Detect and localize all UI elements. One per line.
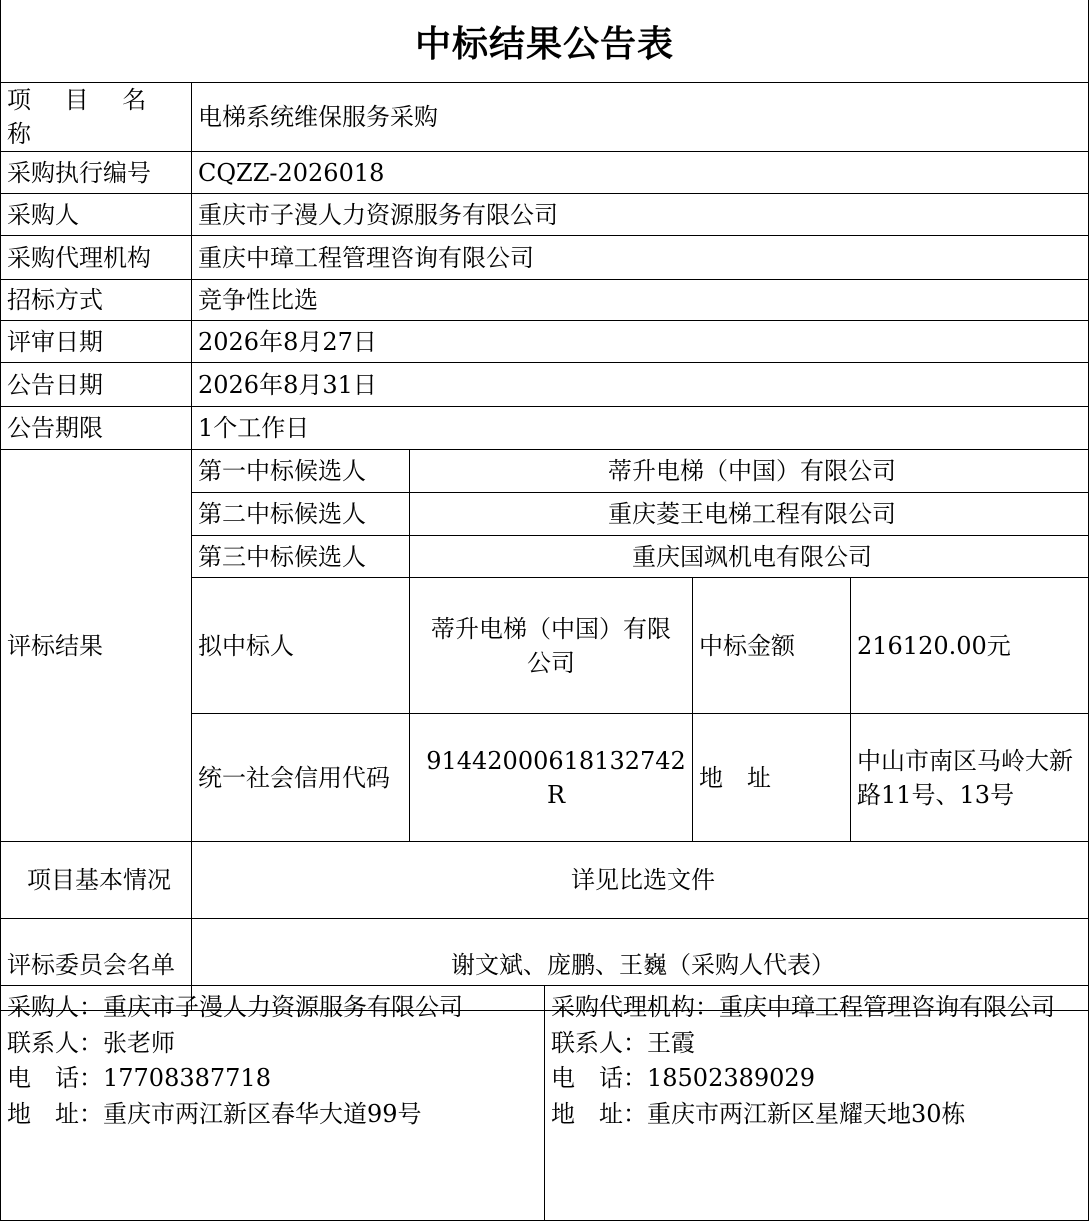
purchaser-contact-org: 采购人：重庆市子漫人力资源服务有限公司: [7, 993, 463, 1021]
purchaser-address-value: 重庆市两江新区春华大道99号: [103, 1099, 422, 1128]
purchaser-phone-value: 17708387718: [103, 1064, 271, 1092]
project-name-label: 项 目 名 称: [1, 83, 192, 152]
review-date-label: 评审日期: [1, 321, 192, 363]
review-date-value: 2026年8月27日: [192, 321, 1089, 363]
credit-label: 统一社会信用代码: [192, 714, 410, 842]
row-method: [1, 280, 1089, 321]
project-name-value: 电梯系统维保服务采购: [192, 83, 1089, 152]
agency-value: 重庆中璋工程管理咨询有限公司: [192, 236, 1089, 280]
amount-value: 216120.00元: [851, 578, 1089, 714]
purchaser-phone-label: 电 话：: [7, 1064, 103, 1092]
candidate-2-label: 第二中标候选人: [192, 493, 410, 536]
candidate-2-value: 重庆菱王电梯工程有限公司: [410, 493, 1089, 536]
agency-address-value: 重庆市两江新区星耀天地30栋: [647, 1099, 966, 1128]
candidate-3-label: 第三中标候选人: [192, 536, 410, 578]
row-agency: [1, 236, 1089, 280]
basic-info-value: 详见比选文件: [192, 842, 1089, 919]
result-label: 评标结果: [1, 450, 192, 842]
contacts-table: [0, 985, 1089, 1221]
row-notice-period: [1, 407, 1089, 450]
row-notice-date: [1, 363, 1089, 407]
row-candidate-1: [1, 450, 1089, 493]
amount-label: 中标金额: [693, 578, 851, 714]
address-label: 地 址: [693, 714, 851, 842]
method-label: 招标方式: [1, 280, 192, 321]
agency-contact-org: 采购代理机构：重庆中璋工程管理咨询有限公司: [551, 993, 1055, 1021]
purchaser-label: 采购人: [1, 194, 192, 236]
agency-address-label: 地 址：: [551, 1099, 647, 1128]
committee-value: 谢文斌、庞鹏、王巍（采购人代表）: [192, 919, 1089, 1011]
agency-contact-address: [551, 1097, 1082, 1133]
address-value: 中山市南区马岭大新路11号、13号: [851, 714, 1089, 842]
agency-contact-block: [545, 986, 1089, 1221]
notice-date-value: 2026年8月31日: [192, 363, 1089, 407]
winner-label: 拟中标人: [192, 578, 410, 714]
method-value: 竞争性比选: [192, 280, 1089, 321]
agency-phone-value: 18502389029: [647, 1064, 815, 1092]
row-review-date: [1, 321, 1089, 363]
purchaser-contact-address: [7, 1097, 538, 1133]
basic-info-label: 项目基本情况: [1, 842, 192, 919]
credit-value: 91442000618132742R: [410, 714, 693, 842]
row-basic-info: [1, 842, 1089, 919]
committee-label: 评标委员会名单: [1, 919, 192, 1011]
page-title: 中标结果公告表: [0, 0, 1089, 82]
announcement-table: [0, 82, 1089, 1011]
agency-label: 采购代理机构: [1, 236, 192, 280]
candidate-1-label: 第一中标候选人: [192, 450, 410, 493]
purchaser-contact-person: 联系人：张老师: [7, 1028, 175, 1057]
row-project-name: [1, 83, 1089, 152]
candidate-1-value: 蒂升电梯（中国）有限公司: [410, 450, 1089, 493]
exec-no-label: 采购执行编号: [1, 152, 192, 194]
notice-date-label: 公告日期: [1, 363, 192, 407]
row-purchaser: [1, 194, 1089, 236]
row-exec-no: [1, 152, 1089, 194]
candidate-3-value: 重庆国飒机电有限公司: [410, 536, 1089, 578]
purchaser-contact-block: [1, 986, 545, 1221]
agency-contact-phone: [551, 1061, 1082, 1097]
notice-period-label: 公告期限: [1, 407, 192, 450]
agency-phone-label: 电 话：: [551, 1064, 647, 1092]
agency-contact-person: 联系人：王霞: [551, 1028, 695, 1057]
exec-no-value: CQZZ-2026018: [192, 152, 1089, 194]
purchaser-address-label: 地 址：: [7, 1099, 103, 1128]
purchaser-value: 重庆市子漫人力资源服务有限公司: [192, 194, 1089, 236]
purchaser-contact-phone: [7, 1061, 538, 1097]
notice-period-value: 1个工作日: [192, 407, 1089, 450]
winner-value: 蒂升电梯（中国）有限公司: [410, 578, 693, 714]
